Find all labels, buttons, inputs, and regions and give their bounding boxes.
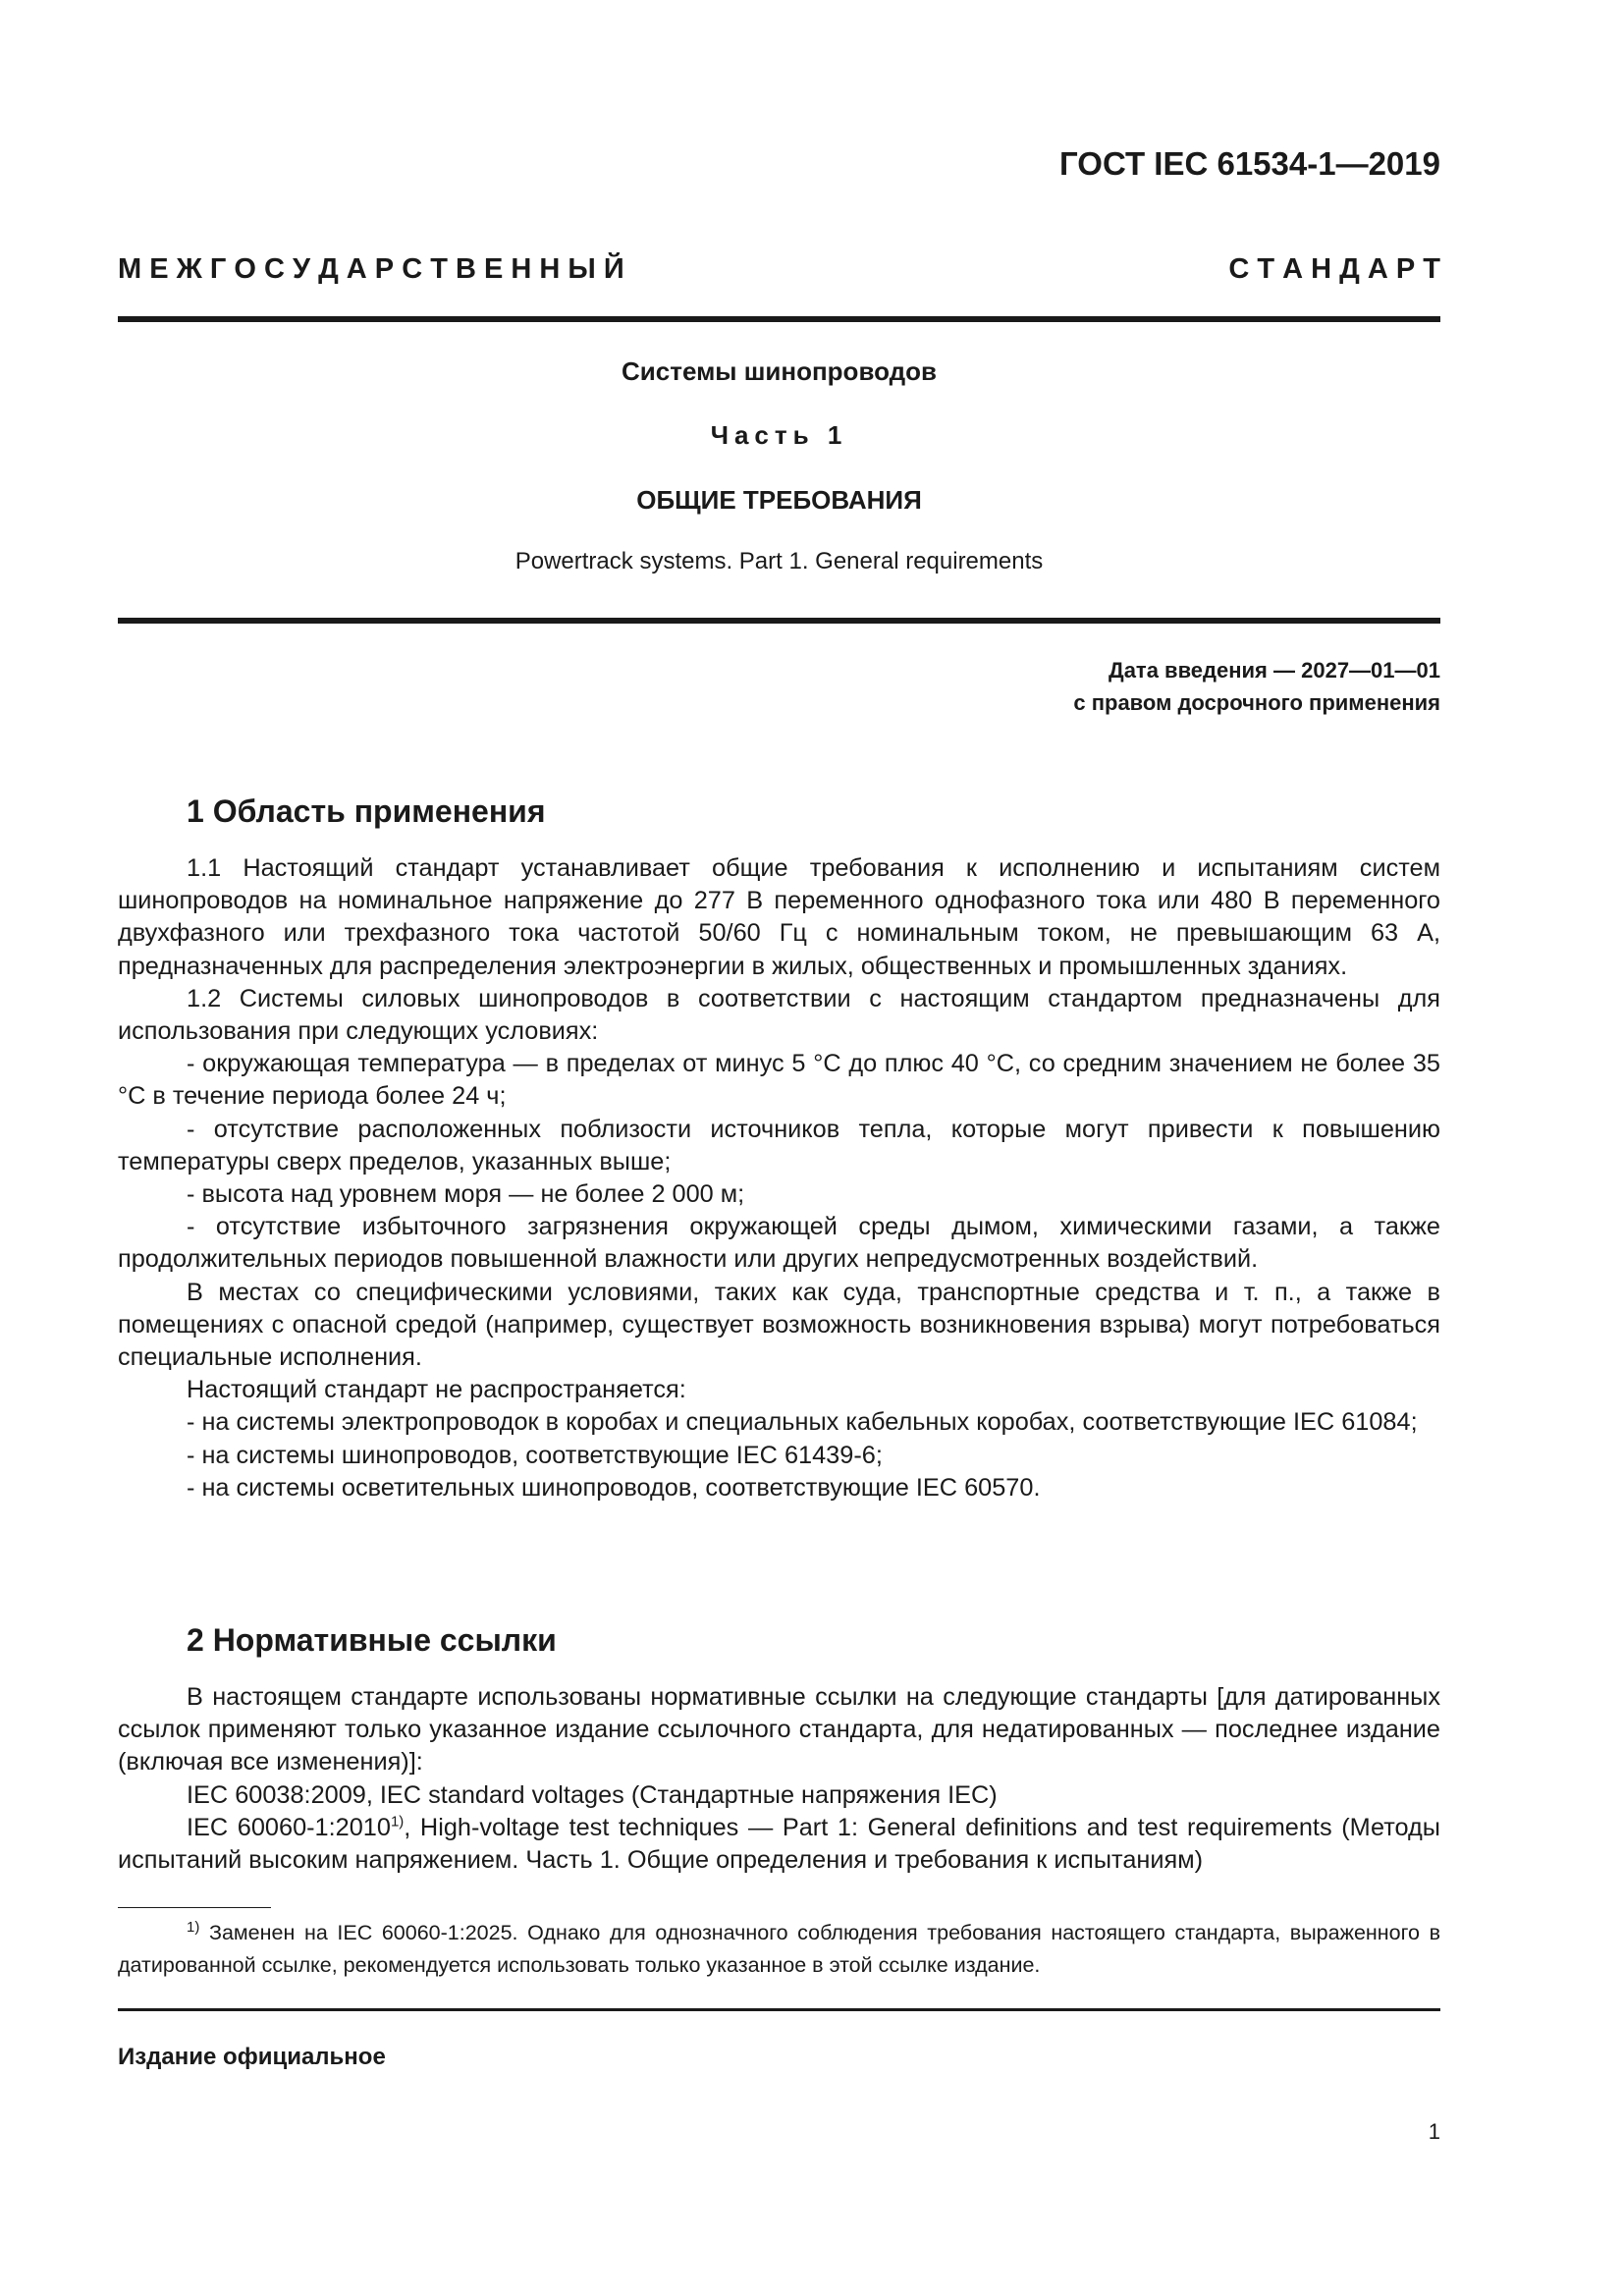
- reference-item: IEC 60038:2009, IEC standard voltages (Стандартные напряжения IEC): [187, 1780, 998, 1809]
- standard-word: С Т А Н Д А Р Т: [1228, 253, 1440, 285]
- footnote-body: Заменен на IEC 60060-1:2025. Однако для однозначного соблюдения требования настоящего стандарта, выраженного в датированной ссылке, рекомендуется использовать только указанное в этой ссылке издание.: [118, 1921, 1440, 1977]
- paragraph: Настоящий стандарт не распространяется:: [187, 1376, 686, 1404]
- footnote-text: [118, 1917, 1440, 1982]
- list-item: - отсутствие расположенных поблизости источников тепла, которые могут привести к повышению температуры сверх пределов, указанных выше;: [118, 1115, 1440, 1175]
- list-item: - высота над уровнем моря — не более 2 000 м;: [187, 1180, 745, 1209]
- section-2-body: [118, 1681, 1440, 1877]
- introduction-date-line: Дата введения — 2027—01—01: [1109, 658, 1440, 683]
- section-2-heading: 2 Нормативные ссылки: [187, 1622, 557, 1658]
- list-item: - на системы осветительных шинопроводов, соответствующие IEC 60570.: [187, 1473, 1041, 1502]
- list-item: - на системы шинопроводов, соответствующие IEC 61439-6;: [187, 1441, 883, 1469]
- document-code: ГОСТ IEC 61534-1—2019: [1059, 145, 1440, 182]
- paragraph: В настоящем стандарте использованы нормативные ссылки на следующие стандарты [для датированных ссылок применяют только указанное издание ссылочного стандарта, для недатированных — последнее издание (включая все изменения)]:: [118, 1683, 1440, 1777]
- footnote-marker[interactable]: 1): [390, 1813, 405, 1831]
- section-1-body: [118, 852, 1440, 1504]
- title-main: Системы шинопроводов: [622, 356, 937, 386]
- footer-divider: [118, 2008, 1440, 2011]
- list-item: - отсутствие избыточного загрязнения окружающей среды дымом, химическими газами, а также продолжительных периодов повышенной влажности или других непредусмотренных воздействий.: [118, 1213, 1440, 1274]
- footnote-number: 1): [187, 1918, 200, 1936]
- list-item: - на системы электропроводок в коробах и специальных кабельных коробах, соответствующие IEC 61084;: [187, 1408, 1418, 1437]
- section-1-heading: 1 Область применения: [187, 793, 546, 829]
- early-application-line: с правом досрочного применения: [1073, 690, 1440, 715]
- title-divider: [118, 618, 1440, 624]
- paragraph: В местах со специфическими условиями, таких как суда, транспортные средства и т. п., а также в помещениях с опасной средой (например, существует возможность возникновения взрыва) могут потребоваться специальные исполнения.: [118, 1278, 1440, 1372]
- interstate-word: М Е Ж Г О С У Д А Р С Т В Е Н Н Ы Й: [118, 253, 624, 285]
- footnote: [118, 1917, 1440, 1982]
- paragraph: 1.2 Системы силовых шинопроводов в соответствии с настоящим стандартом предназначены для использования при следующих условиях:: [118, 984, 1440, 1046]
- title-part: Часть 1: [710, 420, 848, 450]
- reference-text: , High-voltage test techniques — Part 1: General definitions and test requirements (Методы испытаний высоким напряжением. Часть 1. Общие определения и требования к испытаниям): [118, 1813, 1440, 1875]
- reference-code: IEC 60060-1:2010: [187, 1813, 391, 1841]
- title-english: Powertrack systems. Part 1. General requirements: [514, 548, 1044, 574]
- list-item: - окружающая температура — в пределах от минус 5 °C до плюс 40 °C, со средним значением не более 35 °C в течение периода более 24 ч;: [118, 1050, 1440, 1111]
- title-subject: ОБЩИЕ ТРЕБОВАНИЯ: [636, 485, 922, 515]
- page-number: 1: [1428, 2119, 1440, 2144]
- paragraph: 1.1 Настоящий стандарт устанавливает общие требования к исполнению и испытаниям систем шинопроводов на номинальное напряжение до 277 В переменного однофазного тока или 480 В переменного двухфазного или трехфазного тока частотой 50/60 Гц с номинальным током, не превышающим 63 А, предназначенных для распределения электроэнергии в жилых, общественных и промышленных зданиях.: [118, 854, 1440, 980]
- introduction-date: [1073, 654, 1440, 719]
- reference-item: [118, 1812, 1440, 1877]
- footnote-separator: [118, 1907, 271, 1908]
- header-divider: [118, 316, 1440, 322]
- interstate-standard-heading: [118, 253, 1440, 286]
- official-edition-label: Издание официальное: [118, 2044, 386, 2070]
